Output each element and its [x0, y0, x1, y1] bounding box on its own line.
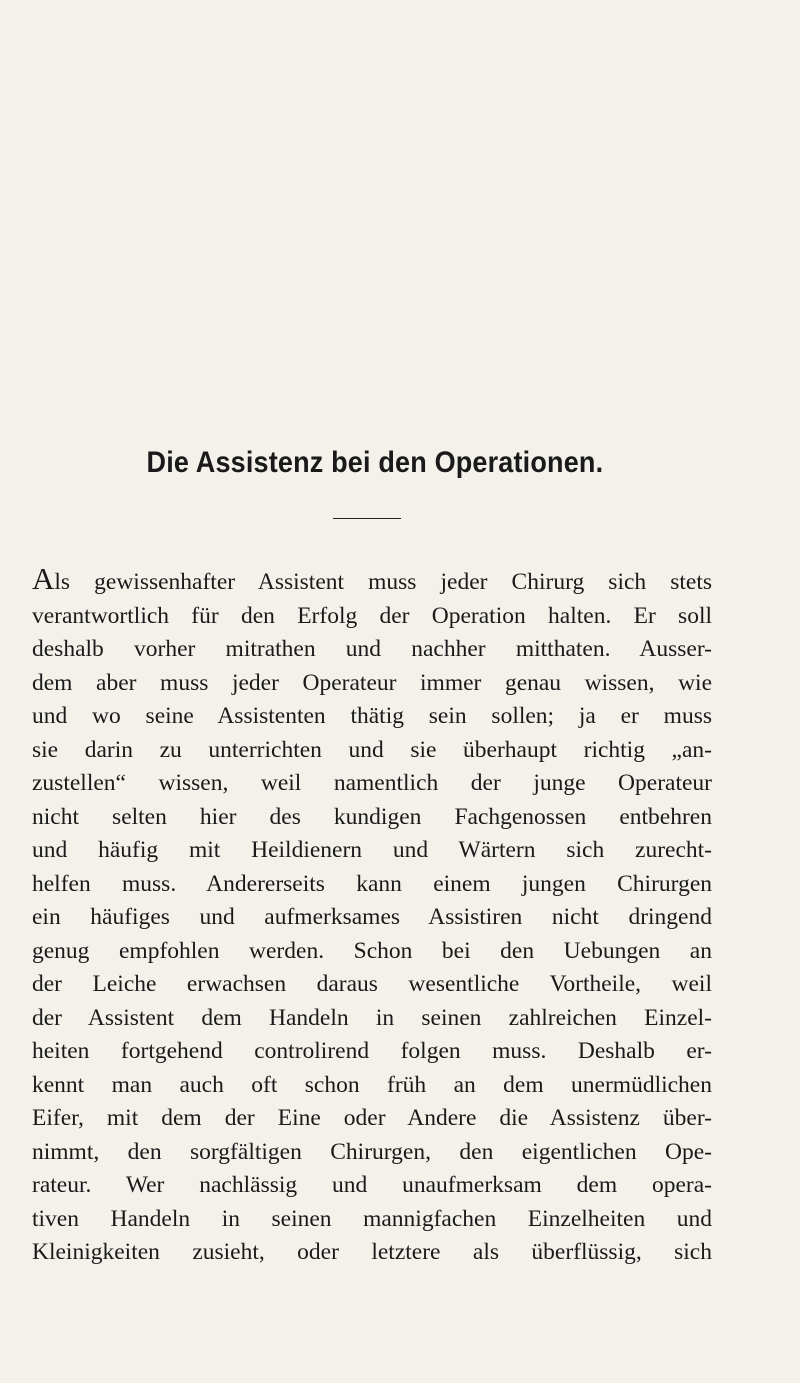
- text-line: Kleinigkeiten zusieht, oder letztere als überflüssig, sich: [32, 1239, 712, 1265]
- text-line: der Assistent dem Handeln in seinen zahlreichen Einzel-: [32, 1004, 712, 1031]
- text-line: sie darin zu unterrichten und sie überhaupt richtig „an-: [32, 736, 712, 763]
- text-line: tiven Handeln in seinen mannigfachen Einzelheiten und: [32, 1205, 712, 1232]
- first-line-text: ls gewissenhafter Assistent muss jeder Chirurg sich stets: [54, 569, 712, 595]
- text-line: nicht selten hier des kundigen Fachgenossen entbehren: [32, 803, 712, 830]
- text-line: genug empfohlen werden. Schon bei den Uebungen an: [32, 937, 712, 964]
- text-line: [32, 561, 712, 600]
- text-line: ein häufiges und aufmerksames Assistiren nicht dringend: [32, 904, 712, 930]
- text-line: und wo seine Assistenten thätig sein sollen; ja er muss: [32, 703, 712, 729]
- text-line: nimmt, den sorgfältigen Chirurgen, den eigentlichen Ope-: [32, 1138, 712, 1165]
- initial-letter: A: [32, 561, 55, 596]
- text-line: kennt man auch oft schon früh an dem unermüdlichen: [32, 1071, 712, 1098]
- text-line: der Leiche erwachsen daraus wesentliche Vortheile, weil: [32, 971, 712, 997]
- text-line: und häufig mit Heildienern und Wärtern sich zurecht-: [32, 837, 712, 863]
- chapter-title: Die Assistenz bei den Operationen.: [146, 446, 604, 479]
- title-divider: [333, 518, 401, 519]
- text-line: rateur. Wer nachlässig und unaufmerksam dem opera-: [32, 1172, 712, 1198]
- text-line: helfen muss. Andererseits kann einem jungen Chirurgen: [32, 870, 712, 897]
- text-line: dem aber muss jeder Operateur immer genau wissen, wie: [32, 669, 712, 696]
- text-line: verantwortlich für den Erfolg der Operation halten. Er soll: [32, 602, 712, 629]
- body-paragraph: [32, 561, 712, 1270]
- text-line: zustellen“ wissen, weil namentlich der junge Operateur: [32, 770, 712, 796]
- text-line: Eifer, mit dem der Eine oder Andere die Assistenz über-: [32, 1105, 712, 1131]
- text-line: heiten fortgehend controlirend folgen muss. Deshalb er-: [32, 1038, 712, 1064]
- text-line: deshalb vorher mitrathen und nachher mitthaten. Ausser-: [32, 636, 712, 662]
